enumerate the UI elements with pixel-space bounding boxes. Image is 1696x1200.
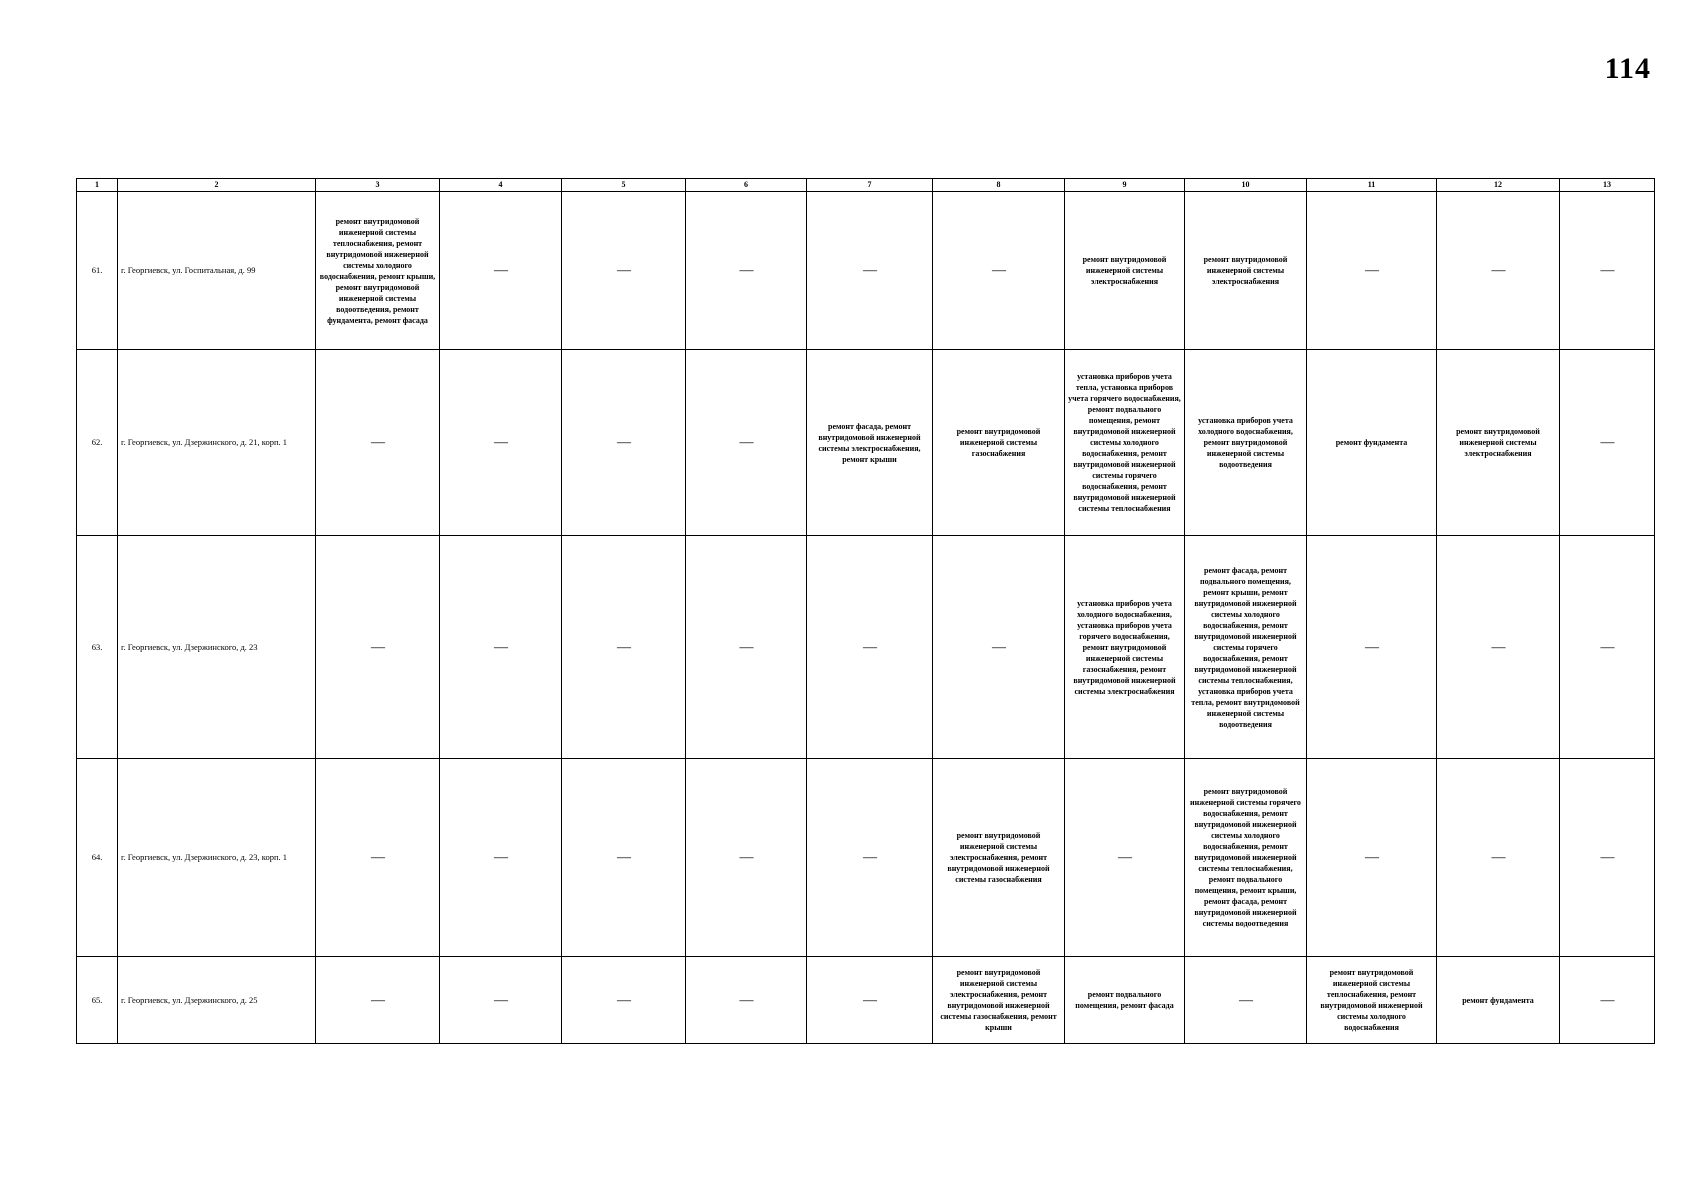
row-number: 61. [77,192,118,350]
cell-col-10: — [1185,957,1307,1044]
column-header-4: 4 [440,179,562,192]
cell-col-8: ремонт внутридомовой инженерной системы газоснабжения [933,350,1065,536]
cell-col-12: — [1437,759,1560,957]
column-header-12: 12 [1437,179,1560,192]
cell-col-5: — [562,957,686,1044]
page-number: 114 [1604,52,1651,85]
cell-col-13: — [1560,350,1655,536]
work-schedule-table [76,178,1655,1044]
row-number: 65. [77,957,118,1044]
table-row [77,192,1655,350]
cell-col-7: — [807,192,933,350]
cell-col-11: — [1307,536,1437,759]
row-address: г. Георгиевск, ул. Госпитальная, д. 99 [118,192,316,350]
column-header-11: 11 [1307,179,1437,192]
column-header-2: 2 [118,179,316,192]
cell-col-8: ремонт внутридомовой инженерной системы электроснабжения, ремонт внутридомовой инженерной системы газоснабжения [933,759,1065,957]
cell-col-3: — [316,957,440,1044]
cell-col-13: — [1560,957,1655,1044]
cell-col-12: — [1437,192,1560,350]
cell-col-5: — [562,759,686,957]
cell-col-4: — [440,192,562,350]
cell-col-12: — [1437,536,1560,759]
table-row [77,957,1655,1044]
row-number: 63. [77,536,118,759]
row-number: 64. [77,759,118,957]
table-row [77,350,1655,536]
cell-col-6: — [686,759,807,957]
table-row [77,536,1655,759]
cell-col-3: — [316,536,440,759]
row-address: г. Георгиевск, ул. Дзержинского, д. 25 [118,957,316,1044]
cell-col-7: ремонт фасада, ремонт внутридомовой инженерной системы электроснабжения, ремонт крыши [807,350,933,536]
cell-col-9: установка приборов учета тепла, установка приборов учета горячего водоснабжения, ремонт подвального помещения, ремонт внутридомовой инженерной системы холодного водоснабжения, ремонт внутридомовой инженерной системы горячего водоснабжения, ремонт внутридомовой инженерной системы теплоснабжения [1065,350,1185,536]
column-header-5: 5 [562,179,686,192]
cell-col-13: — [1560,536,1655,759]
cell-col-12: ремонт фундамента [1437,957,1560,1044]
cell-col-3: — [316,759,440,957]
cell-col-8: — [933,536,1065,759]
cell-col-10: ремонт внутридомовой инженерной системы горячего водоснабжения, ремонт внутридомовой инженерной системы холодного водоснабжения, ремонт внутридомовой инженерной системы теплоснабжения, ремонт подвального помещения, ремонт крыши, ремонт фасада, ремонт внутридомовой инженерной системы водоотведения [1185,759,1307,957]
cell-col-8: ремонт внутридомовой инженерной системы электроснабжения, ремонт внутридомовой инженерной системы газоснабжения, ремонт крыши [933,957,1065,1044]
row-address: г. Георгиевск, ул. Дзержинского, д. 23 [118,536,316,759]
cell-col-13: — [1560,759,1655,957]
column-header-9: 9 [1065,179,1185,192]
cell-col-12: ремонт внутридомовой инженерной системы электроснабжения [1437,350,1560,536]
cell-col-4: — [440,957,562,1044]
cell-col-5: — [562,192,686,350]
cell-col-7: — [807,536,933,759]
cell-col-10: ремонт внутридомовой инженерной системы электроснабжения [1185,192,1307,350]
cell-col-9: установка приборов учета холодного водоснабжения, установка приборов учета горячего водоснабжения, ремонт внутридомовой инженерной системы газоснабжения, ремонт внутридомовой инженерной системы электроснабжения [1065,536,1185,759]
cell-col-11: ремонт внутридомовой инженерной системы теплоснабжения, ремонт внутридомовой инженерной системы холодного водоснабжения [1307,957,1437,1044]
cell-col-6: — [686,192,807,350]
column-header-10: 10 [1185,179,1307,192]
cell-col-11: — [1307,759,1437,957]
cell-col-6: — [686,350,807,536]
cell-col-10: установка приборов учета холодного водоснабжения, ремонт внутридомовой инженерной системы водоотведения [1185,350,1307,536]
column-header-8: 8 [933,179,1065,192]
cell-col-9: ремонт подвального помещения, ремонт фасада [1065,957,1185,1044]
cell-col-6: — [686,536,807,759]
cell-col-13: — [1560,192,1655,350]
column-header-1: 1 [77,179,118,192]
header-row [77,179,1655,192]
cell-col-6: — [686,957,807,1044]
cell-col-10: ремонт фасада, ремонт подвального помещения, ремонт крыши, ремонт внутридомовой инженерной системы холодного водоснабжения, ремонт внутридомовой инженерной системы горячего водоснабжения, ремонт внутридомовой инженерной системы теплоснабжения, установка приборов учета тепла, ремонт внутридомовой инженерной системы водоотведения [1185,536,1307,759]
column-header-3: 3 [316,179,440,192]
cell-col-8: — [933,192,1065,350]
row-number: 62. [77,350,118,536]
column-header-13: 13 [1560,179,1655,192]
row-address: г. Георгиевск, ул. Дзержинского, д. 21, корп. 1 [118,350,316,536]
column-header-7: 7 [807,179,933,192]
cell-col-7: — [807,759,933,957]
cell-col-11: ремонт фундамента [1307,350,1437,536]
cell-col-3: — [316,350,440,536]
row-address: г. Георгиевск, ул. Дзержинского, д. 23, корп. 1 [118,759,316,957]
cell-col-11: — [1307,192,1437,350]
cell-col-5: — [562,350,686,536]
cell-col-3: ремонт внутридомовой инженерной системы теплоснабжения, ремонт внутридомовой инженерной системы холодного водоснабжения, ремонт крыши, ремонт внутридомовой инженерной системы водоотведения, ремонт фундамента, ремонт фасада [316,192,440,350]
cell-col-4: — [440,536,562,759]
cell-col-9: ремонт внутридомовой инженерной системы электроснабжения [1065,192,1185,350]
cell-col-9: — [1065,759,1185,957]
cell-col-4: — [440,759,562,957]
column-header-6: 6 [686,179,807,192]
cell-col-5: — [562,536,686,759]
table-row [77,759,1655,957]
cell-col-4: — [440,350,562,536]
cell-col-7: — [807,957,933,1044]
